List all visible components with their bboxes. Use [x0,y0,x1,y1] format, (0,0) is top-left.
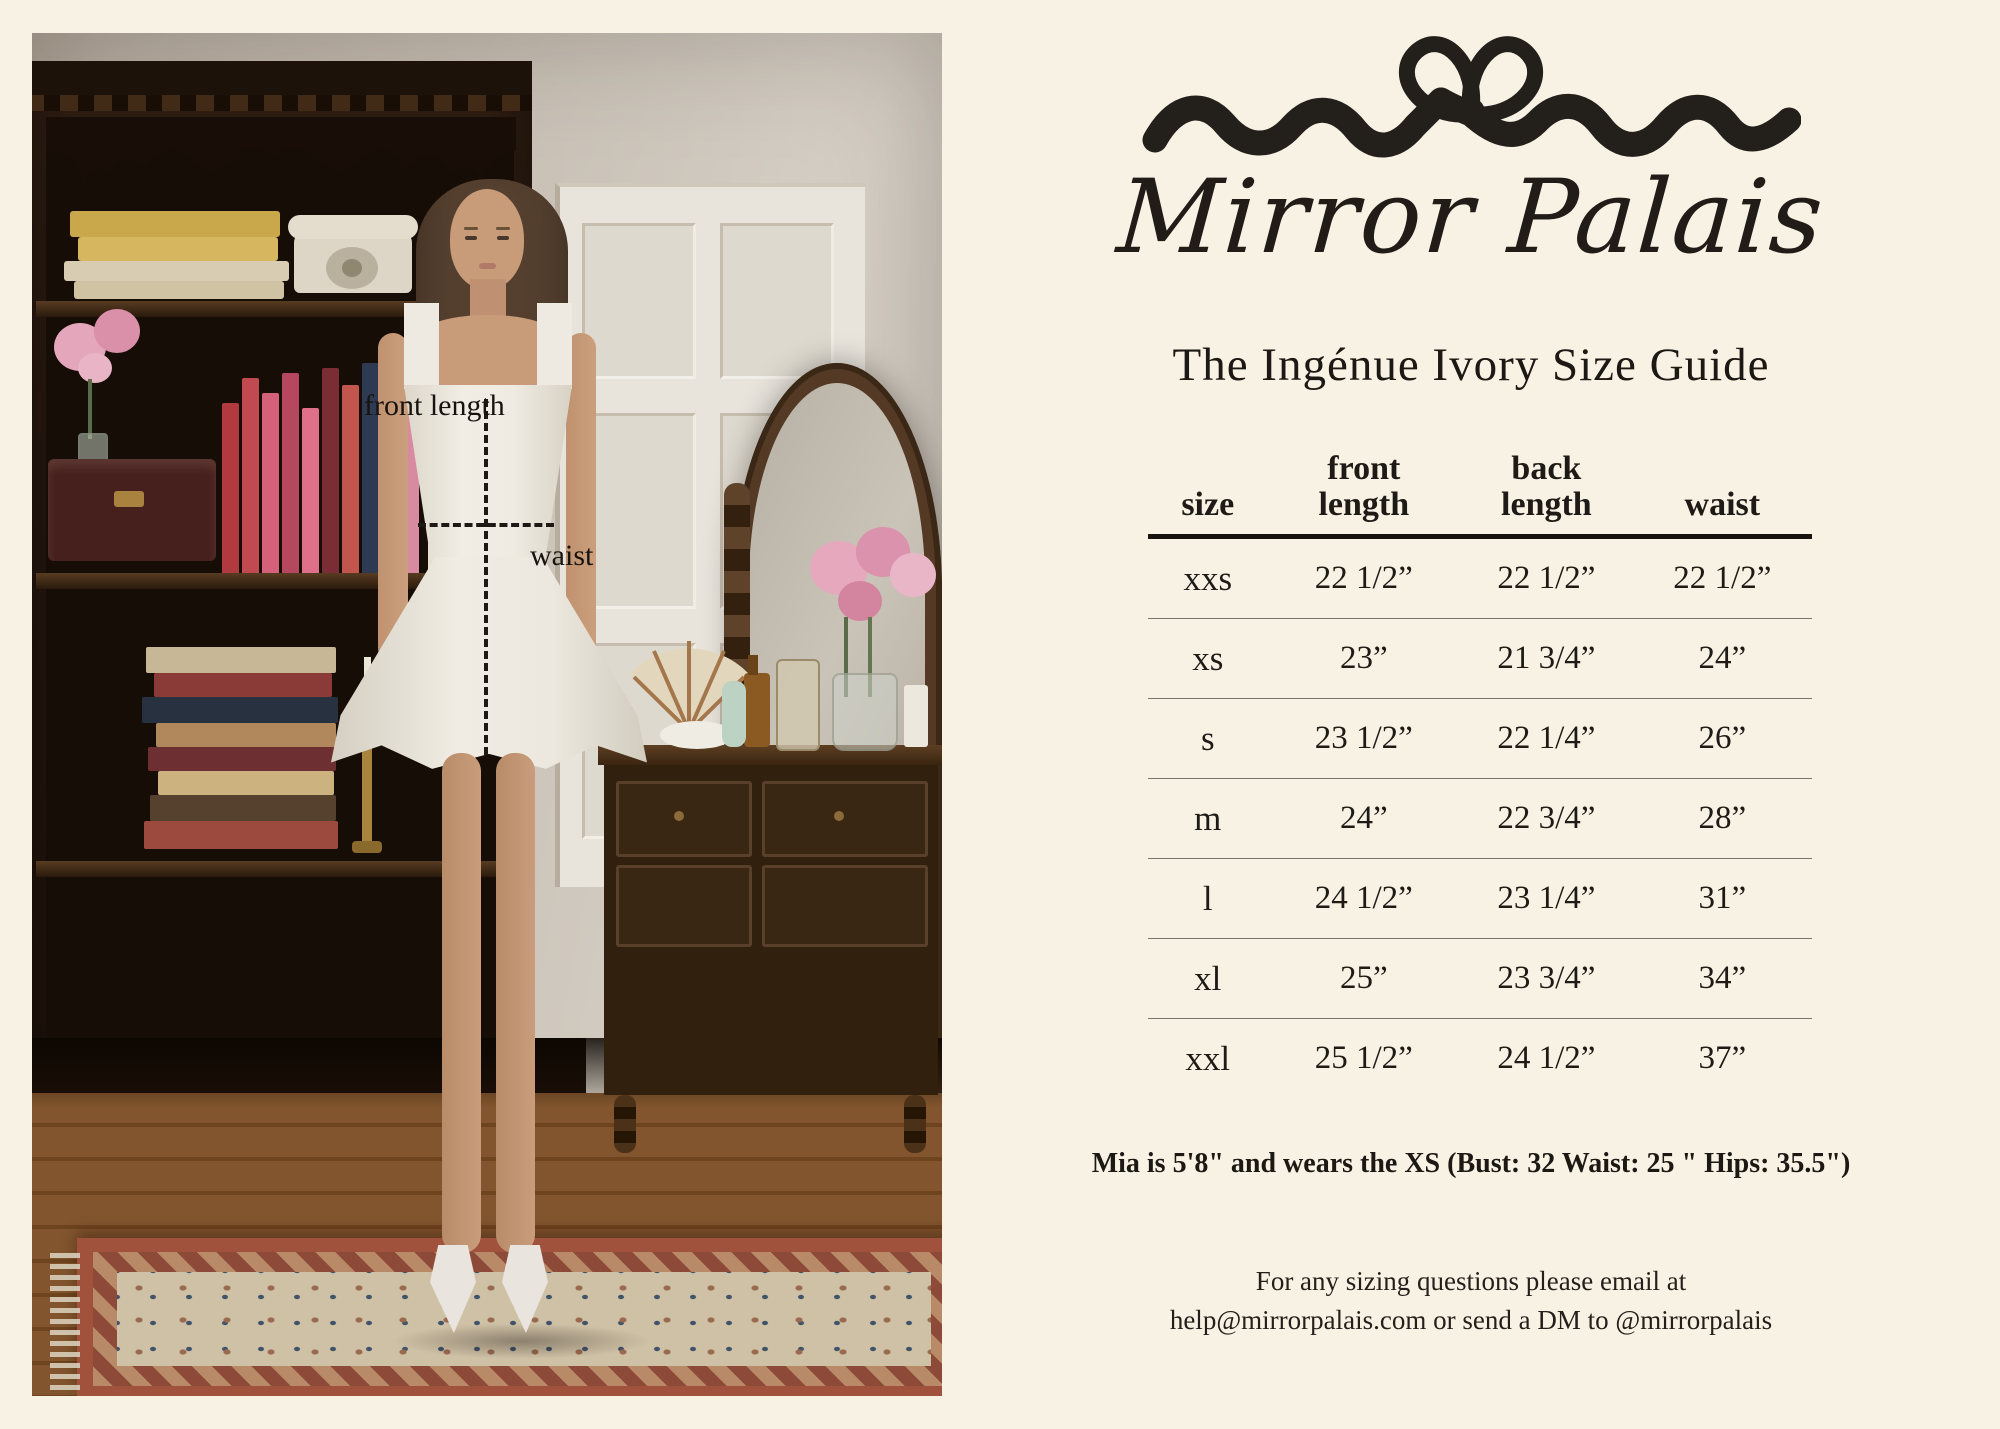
table-row-l: l 24 1/2” 23 1/4” 31” [1148,859,1812,939]
contact-info [942,1262,2000,1340]
table-row-xl: xl 25” 23 3/4” 34” [1148,939,1812,1019]
contact-line-1: For any sizing questions please email at [1255,1266,1687,1296]
front-length-label: front length [364,389,505,422]
pillar-candle [904,685,928,747]
right-leg [496,753,535,1253]
table-row-m: m 24” 22 3/4” 28” [1148,779,1812,859]
waist-dashed-line [418,523,554,527]
col-header-front-length: front length [1318,449,1410,524]
rug-fringe [50,1248,80,1390]
model-fit-note: Mia is 5'8" and wears the XS (Bust: 32 Waist: 25 " Hips: 35.5") [1091,1148,1851,1179]
table-row-xxs: xxs 22 1/2” 22 1/2” 22 1/2” [1148,539,1812,619]
table-row-xs: xs 23” 21 3/4” 24” [1148,619,1812,699]
info-panel [942,0,2000,1429]
waist-label: waist [530,539,594,572]
size-table [1148,428,1812,1098]
table-row-xxl: xxl 25 1/2” 24 1/2” 37” [1185,1038,1747,1078]
model-photo [32,33,942,1396]
brand-logo: Mirror Palais [1113,158,1829,277]
left-leg [442,753,481,1253]
col-header-waist: waist [1684,486,1761,524]
model-face [450,189,524,289]
col-header-size: size [1181,486,1235,524]
table-row-s: s 23 1/2” 22 1/4” 26” [1148,699,1812,779]
size-table-header [1148,428,1812,539]
front-length-dashed-line [484,399,488,755]
col-header-back-length: back length [1501,449,1592,524]
contact-line-2: help@mirrorpalais.com or send a DM to @mirrorpalais [1169,1305,1773,1336]
guide-title: The Ingénue Ivory Size Guide [1172,339,1770,391]
